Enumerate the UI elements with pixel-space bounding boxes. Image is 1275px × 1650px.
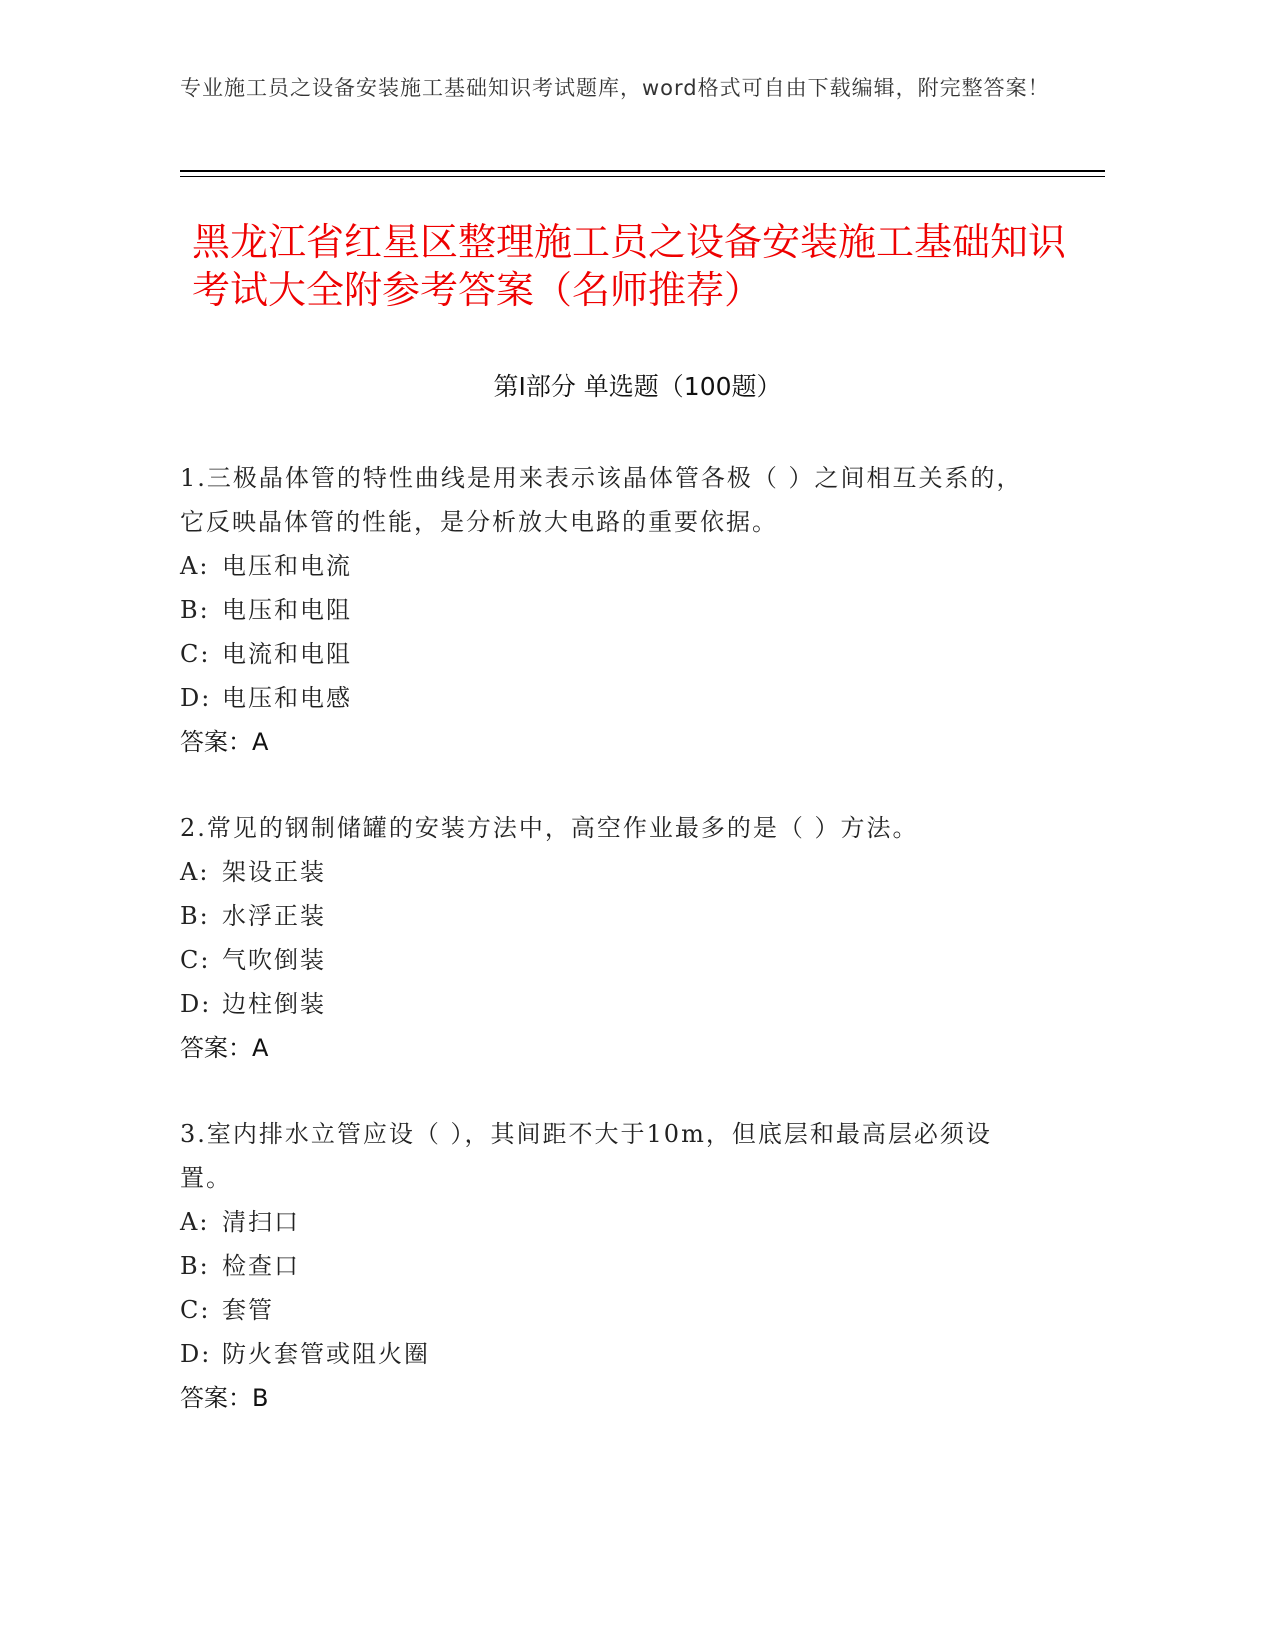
option-b: [180, 588, 1040, 632]
option-a: [180, 544, 1040, 588]
option-text: 边柱倒装: [222, 990, 326, 1018]
option-d: [180, 1332, 1040, 1376]
option-key: C:: [180, 1296, 211, 1324]
option-key: D:: [180, 990, 212, 1018]
option-c: [180, 938, 1040, 982]
option-b: [180, 894, 1040, 938]
page-header-text: 专业施工员之设备安装施工基础知识考试题库，word格式可自由下载编辑，附完整答案！: [180, 76, 1050, 100]
option-text: 套管: [222, 1296, 274, 1324]
option-text: 电流和电阻: [222, 640, 352, 668]
option-text: 电压和电阻: [222, 596, 352, 624]
question-stem: 2.常见的钢制储罐的安装方法中，高空作业最多的是（ ）方法。: [180, 814, 919, 842]
option-key: C:: [180, 640, 211, 668]
question-3: [180, 1112, 1040, 1420]
option-text: 水浮正装: [222, 902, 326, 930]
option-text: 清扫口: [222, 1208, 300, 1236]
section-heading: 第Ⅰ部分 单选题（100题）: [493, 372, 782, 401]
option-text: 电压和电感: [222, 684, 352, 712]
option-key: A:: [180, 552, 210, 580]
option-key: A:: [180, 1208, 210, 1236]
header-divider-thin: [180, 176, 1105, 177]
answer-line: 答案：A: [180, 728, 269, 756]
question-2: [180, 806, 1040, 1070]
question-stem: 3.室内排水立管应设（ ），其间距不大于10m，但底层和最高层必须设置。: [180, 1120, 992, 1192]
question-1: [180, 456, 1040, 764]
option-c: [180, 632, 1040, 676]
option-text: 检查口: [222, 1252, 300, 1280]
option-key: A:: [180, 858, 210, 886]
option-key: B:: [180, 902, 210, 930]
option-a: [180, 1200, 1040, 1244]
option-key: D:: [180, 684, 212, 712]
option-key: D:: [180, 1340, 212, 1368]
question-stem: 1.三极晶体管的特性曲线是用来表示该晶体管各极（ ）之间相互关系的，它反映晶体管的性能，是分析放大电路的重要依据。: [180, 464, 1023, 536]
document-title: 黑龙江省红星区整理施工员之设备安装施工基础知识考试大全附参考答案（名师推荐）: [192, 220, 1067, 312]
option-text: 电压和电流: [222, 552, 352, 580]
option-key: B:: [180, 1252, 210, 1280]
option-a: [180, 850, 1040, 894]
option-c: [180, 1288, 1040, 1332]
question-list: [180, 456, 1040, 1462]
option-text: 气吹倒装: [222, 946, 326, 974]
option-d: [180, 982, 1040, 1026]
answer-line: 答案：A: [180, 1034, 269, 1062]
option-text: 架设正装: [222, 858, 326, 886]
option-text: 防火套管或阻火圈: [222, 1340, 430, 1368]
option-b: [180, 1244, 1040, 1288]
option-key: C:: [180, 946, 211, 974]
answer-line: 答案：B: [180, 1384, 269, 1412]
option-d: [180, 676, 1040, 720]
option-key: B:: [180, 596, 210, 624]
header-divider-thick: [180, 170, 1105, 172]
